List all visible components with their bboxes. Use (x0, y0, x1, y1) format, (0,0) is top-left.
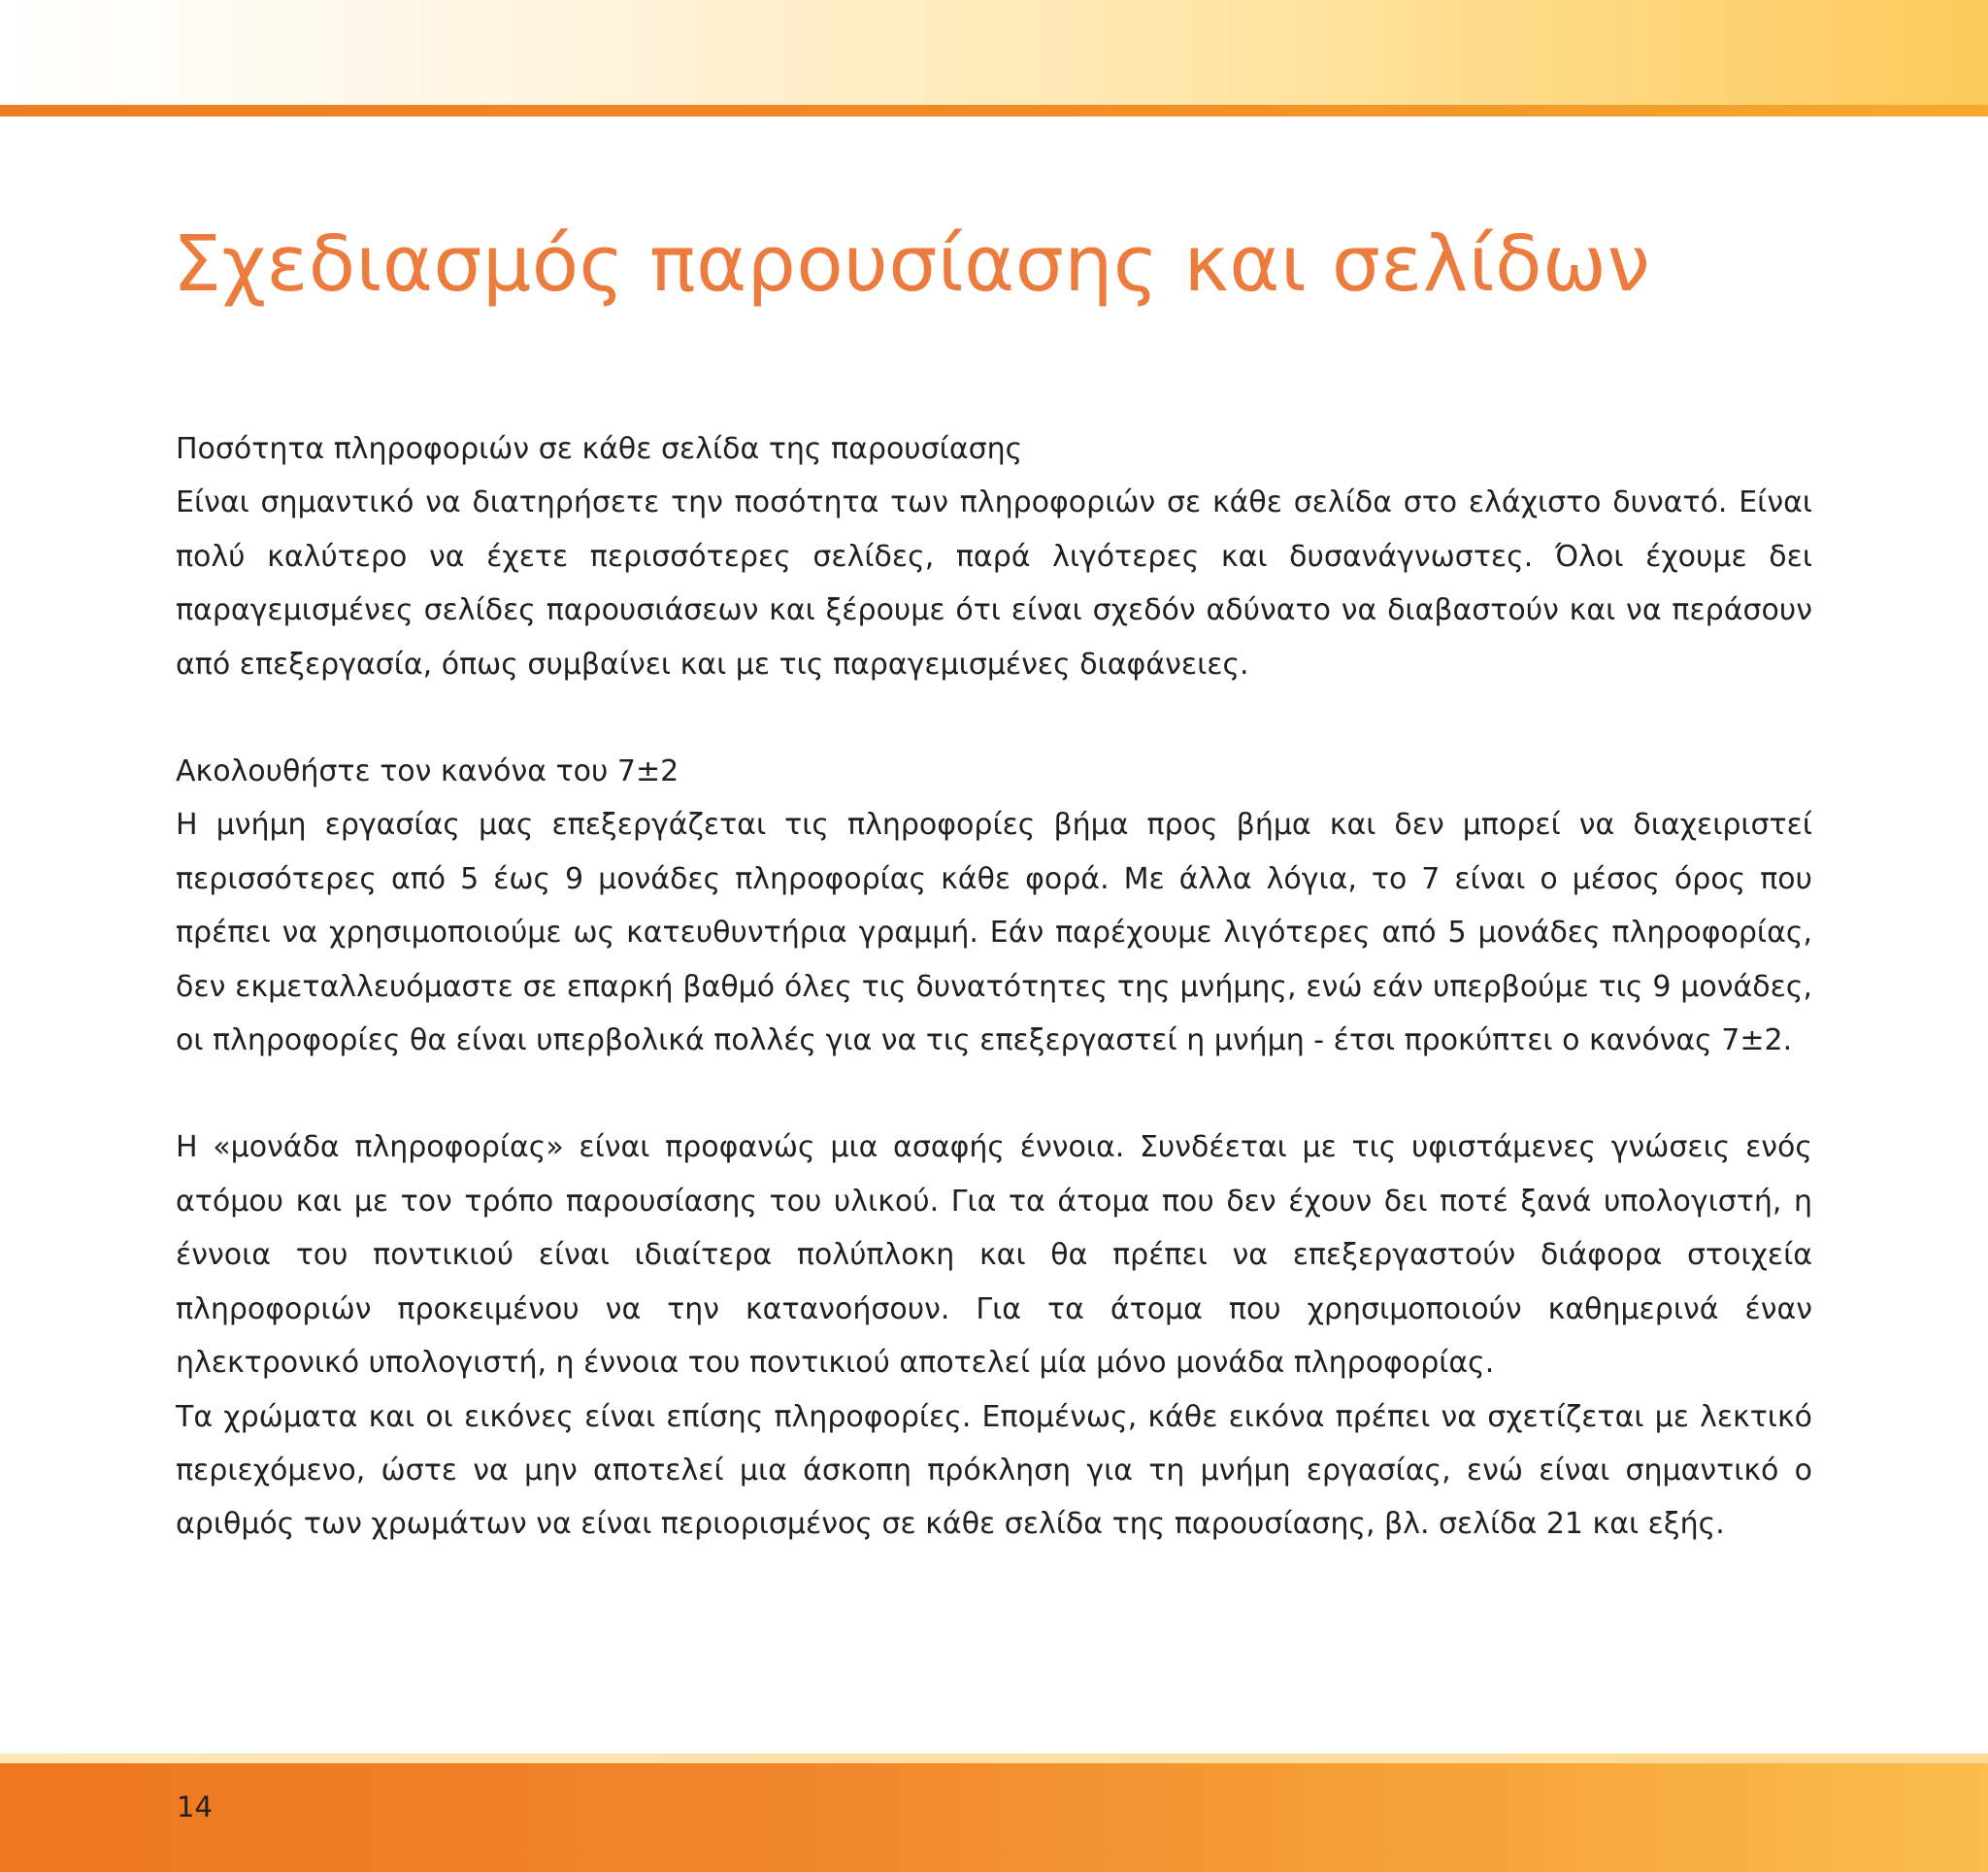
section-heading-information-amount: Ποσότητα πληροφοριών σε κάθε σελίδα της παρουσίασης (176, 432, 1023, 466)
paragraph-seven-rule: Η μνήμη εργασίας μας επεξεργάζεται τις πληροφορίες βήμα προς βήμα και δεν μπορεί να διαχειριστεί περισσότερες από 5 έως 9 μονάδες πληροφορίας κάθε φορά. Με άλλα λόγια, το 7 είναι ο μέσος όρος που πρέπει να χρησιμοποιούμε ως κατευθυντήρια γραμμή. Εάν παρέχουμε λιγότερες από 5 μονάδες πληροφορίας, δεν εκμεταλλευόμαστε σε επαρκή βαθμό όλες τις δυνατότητες της μνήμης, ενώ εάν υπερβούμε τις 9 μονάδες, οι πληροφορίες θα είναι υπερβολικά πολλές για να τις επεξεργαστεί η μνήμη - έτσι προκύπτει ο κανόνας 7±2. (176, 808, 1812, 1058)
body-text (176, 422, 1812, 1552)
page-title: Σχεδιασμός παρουσίασης και σελίδων (173, 219, 1651, 309)
header-orange-rule (0, 105, 1988, 117)
paragraph-colors-images: Τα χρώματα και οι εικόνες είναι επίσης πληροφορίες. Επομένως, κάθε εικόνα πρέπει να σχετίζεται με λεκτικό περιεχόμενο, ώστε να μην αποτελεί μια άσκοπη πρόκληση για τη μνήμη εργασίας, ενώ είναι σημαντικό ο αριθμός των χρωμάτων να είναι περιορισμένος σε κάθε σελίδα της παρουσίασης, βλ. σελίδα 21 και εξής. (176, 1399, 1812, 1542)
footer-orange-band (0, 1763, 1988, 1872)
page-number: 14 (177, 1790, 213, 1823)
section-heading-seven-rule: Ακολουθήστε τον κανόνα του 7±2 (176, 754, 679, 789)
paragraph-spacer (176, 691, 1812, 745)
paragraph-information-amount: Είναι σημαντικό να διατηρήσετε την ποσότητα των πληροφοριών σε κάθε σελίδα στο ελάχιστο δυνατό. Είναι πολύ καλύτερο να έχετε περισσότερες σελίδες, παρά λιγότερες και δυσανάγνωστες. Όλοι έχουμε δει παραγεμισμένες σελίδες παρουσιάσεων και ξέρουμε ότι είναι σχεδόν αδύνατο να διαβαστούν και να περάσουν από επεξεργασία, όπως συμβαίνει και με τις παραγεμισμένες διαφάνειες. (176, 485, 1812, 682)
paragraph-spacer (176, 1067, 1812, 1120)
paragraph-information-unit: Η «μονάδα πληροφορίας» είναι προφανώς μια ασαφής έννοια. Συνδέεται με τις υφιστάμενες γνώσεις ενός ατόμου και με τον τρόπο παρουσίασης του υλικού. Για τα άτομα που δεν έχουν δει ποτέ ξανά υπολογιστή, η έννοια του ποντικιού είναι ιδιαίτερα πολύπλοκη και θα πρέπει να επεξεργαστούν διάφορα στοιχεία πληροφοριών προκειμένου να την κατανοήσουν. Για τα άτομα που χρησιμοποιούν καθημερινά έναν ηλεκτρονικό υπολογιστή, η έννοια του ποντικιού αποτελεί μία μόνο μονάδα πληροφορίας. (176, 1130, 1812, 1381)
header-gradient-band (0, 0, 1988, 105)
